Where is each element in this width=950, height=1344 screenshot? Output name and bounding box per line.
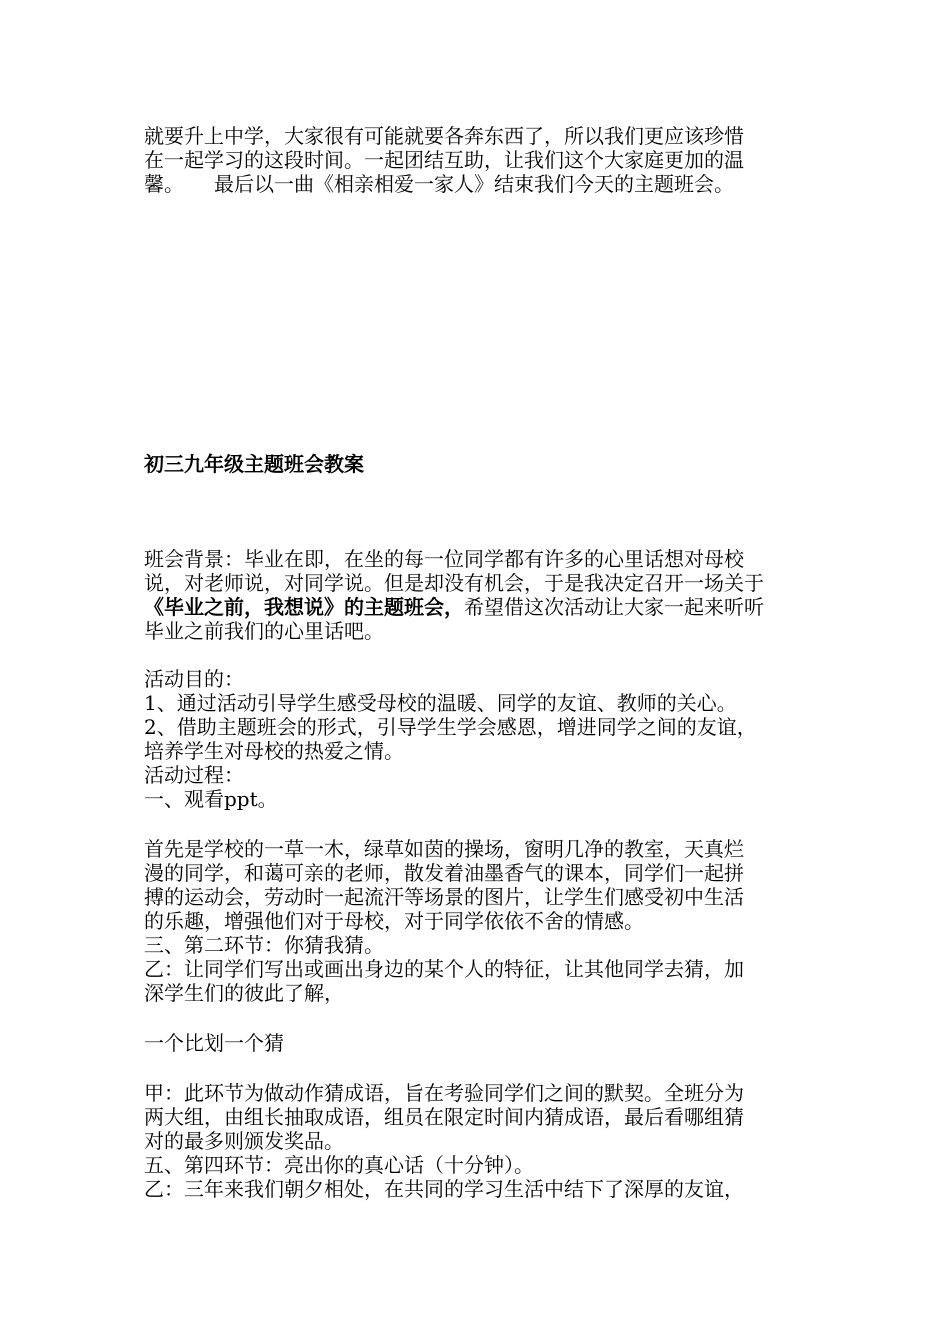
goal-item: 2、借助主题班会的形式，引导学生学会感恩，增进同学之间的友谊， [144, 715, 757, 739]
process-heading: 活动过程： [144, 763, 244, 787]
process-section [144, 763, 814, 1201]
intro-paragraph [144, 124, 814, 196]
background-line-rest: 希望借这次活动让大家一起来听听 [464, 595, 764, 619]
background-line: 班会背景：毕业在即，在坐的每一位同学都有许多的心里话想对母校 [144, 547, 744, 571]
theme-title-bold: 《毕业之前，我想说》的主题班会， [144, 595, 464, 619]
process-text: 的乐趣，增强他们对于母校，对于同学依依不舍的情感。 [144, 909, 644, 933]
process-subheading: 一个比划一个猜 [144, 1031, 284, 1055]
process-text: 漫的同学，和蔼可亲的老师，散发着油墨香气的课本，同学们一起拼 [144, 861, 744, 885]
document-title: 初三九年级主题班会教案 [144, 452, 364, 476]
process-step: 一、观看ppt。 [144, 787, 278, 811]
background-paragraph [144, 547, 814, 643]
intro-line: 在一起学习的这段时间。一起团结互助，让我们这个大家庭更加的温 [144, 148, 744, 172]
process-text: 乙：让同学们写出或画出身边的某个人的特征，让其他同学去猜，加 [144, 957, 744, 981]
process-step: 三、第二环节：你猜我猜。 [144, 933, 384, 957]
process-text: 对的最多则颁发奖品。 [144, 1129, 344, 1153]
process-text: 深学生们的彼此了解， [144, 981, 344, 1005]
goals-heading: 活动目的： [144, 667, 244, 691]
goal-item: 1、通过活动引导学生感受母校的温暖、同学的友谊、教师的关心。 [144, 691, 737, 715]
goal-item: 培养学生对母校的热爱之情。 [144, 739, 404, 763]
main-content [144, 547, 814, 1201]
process-text: 乙：三年来我们朝夕相处，在共同的学习生活中结下了深厚的友谊， [144, 1177, 744, 1201]
process-text: 两大组，由组长抽取成语，组员在限定时间内猜成语，最后看哪组猜 [144, 1105, 744, 1129]
goals-section [144, 667, 814, 763]
process-text: 搏的运动会，劳动时一起流汗等场景的图片，让学生们感受初中生活 [144, 885, 744, 909]
process-text: 首先是学校的一草一木，绿草如茵的操场，窗明几净的教室，天真烂 [144, 837, 744, 861]
background-line: 毕业之前我们的心里话吧。 [144, 619, 384, 643]
process-text: 甲：此环节为做动作猜成语，旨在考验同学们之间的默契。全班分为 [144, 1081, 744, 1105]
process-step: 五、第四环节：亮出你的真心话（十分钟）。 [144, 1153, 534, 1177]
intro-line: 就要升上中学，大家很有可能就要各奔东西了，所以我们更应该珍惜 [144, 124, 744, 148]
background-line [144, 595, 814, 619]
intro-line: 馨。 最后以一曲《相亲相爱一家人》结束我们今天的主题班会。 [144, 172, 734, 196]
background-line: 说，对老师说，对同学说。但是却没有机会，于是我决定召开一场关于 [144, 571, 764, 595]
